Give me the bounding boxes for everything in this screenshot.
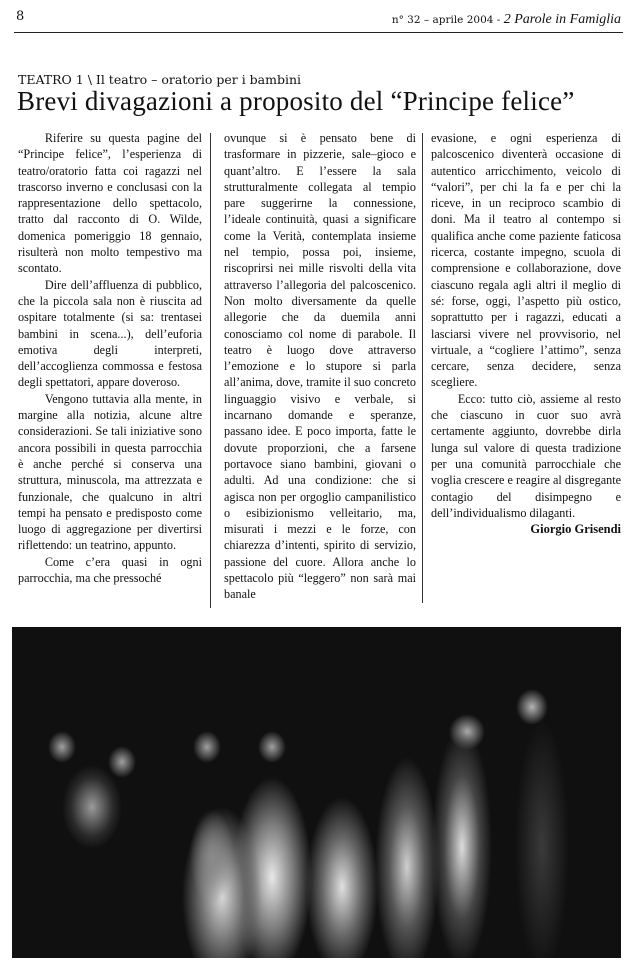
issue-line <box>392 12 621 28</box>
page-number: 8 <box>16 9 25 24</box>
paragraph: Dire dell’affluenza di pubblico, che la piccola sala non è riuscita ad ospitare totalmente (si sa: trentasei bambini in scena...), dell’euforia emotiva degli interpreti, dell’accoglienza commossa e festosa degli spettatori, appare doveroso. <box>18 277 202 390</box>
magazine-title: 2 Parole in Famiglia <box>503 12 621 27</box>
article-column-2 <box>224 130 416 603</box>
issue-info: n° 32 – aprile 2004 - <box>391 14 504 26</box>
article-column-1 <box>18 130 202 586</box>
paragraph: Come c’era quasi in ogni parrocchia, ma che pressoché <box>18 554 202 586</box>
paragraph: Vengono tuttavia alla mente, in margine alla notizia, alcune altre considerazioni. Se tali iniziative sono ancora possibili in questa parrocchia è anche perché si conserva una struttura, minuscola, ma attrezzata e funzionale, che qualcuno in altri tempi ha pensato e predisposto come luogo di aggregazione per divertirsi riflettendo: un teatrino, appunto. <box>18 391 202 553</box>
section-kicker: TEATRO 1 \ Il teatro – oratorio per i bambini <box>18 72 302 87</box>
paragraph: Riferire su questa pagine del “Principe felice”, l’esperienza di teatro/oratorio fatta coi ragazzi nel trascorso inverno e conclusasi con la rappresentazione dello spettacolo, tratto dal racconto di O. Wilde, domenica pomeriggio 18 gennaio, risulterà non molto tempestivo ma scontato. <box>18 131 202 276</box>
column-divider <box>422 133 423 603</box>
header-rule <box>14 32 623 33</box>
paragraph: evasione, e ogni esperienza di palcoscenico diventerà occasione di autentico arricchimento, veicolo di “valori”, per chi la fa e per chi la riceve, in un reciproco scambio di doni. Ma il teatro al contempo si qualifica anche come paziente faticosa ricerca, costante impegno, scuola di comprensione e collaborazione, dove ciascuno regala agli altri il meglio di sé: forse, oggi, l’aspetto più ostico, soprattutto per i ragazzi, educati a lasciarsi vivere nel provvisorio, nel virtuale, a “cogliere l’attimo”, senza cercare, senza decidere, senza scegliere. <box>431 131 621 390</box>
paragraph: ovunque si è pensato bene di trasformare in pizzerie, sale–gioco e quant’altro. E l’essere la sala strutturalmente collegata al tempio pare suggerirne la connessione, l’ideale continuità, quasi a significare come la Verità, contemplata insieme nel tempio, possa poi, insieme, riscoprirsi nei mille risvolti della vita attraverso l’allegoria del palcoscenico. Non molto diversamente da quelle allegorie che da duemila anni conosciamo col nome di parabole. Il teatro è luogo dove attraverso l’emozione e lo stupore si parla all’anima, dove, tramite il suo concreto linguaggio visivo e verbale, si incarnano domande e speranze, passano idee. E poco importa, fatte le dovute proporzioni, che a farsene portavoce siano bambini, giovani o adulti. Ad una condizione: che si agisca non per orgoglio campanilistico o esibizionismo velleitario, ma, misurati i mezzi e le forze, con chiarezza d’intenti, spirito di servizio, passione del cuore. Allora anche lo spettacolo più “leggero” non sarà mai banale <box>224 131 416 602</box>
stage-photo <box>12 627 621 958</box>
article-column-3 <box>431 130 621 537</box>
column-divider <box>210 133 211 608</box>
headline: Brevi divagazioni a proposito del “Principe felice” <box>17 86 575 116</box>
paragraph: Ecco: tutto ciò, assieme al resto che ciascuno in cuor suo avrà certamente aggiunto, dovrebbe dirla lunga sul valore di questa tradizione per una comunità parrocchiale che voglia crescere e reagire al disgregante contagio del disimpegno e dell’individualismo dilaganti. <box>431 391 621 520</box>
author-byline: Giorgio Grisendi <box>530 522 621 537</box>
